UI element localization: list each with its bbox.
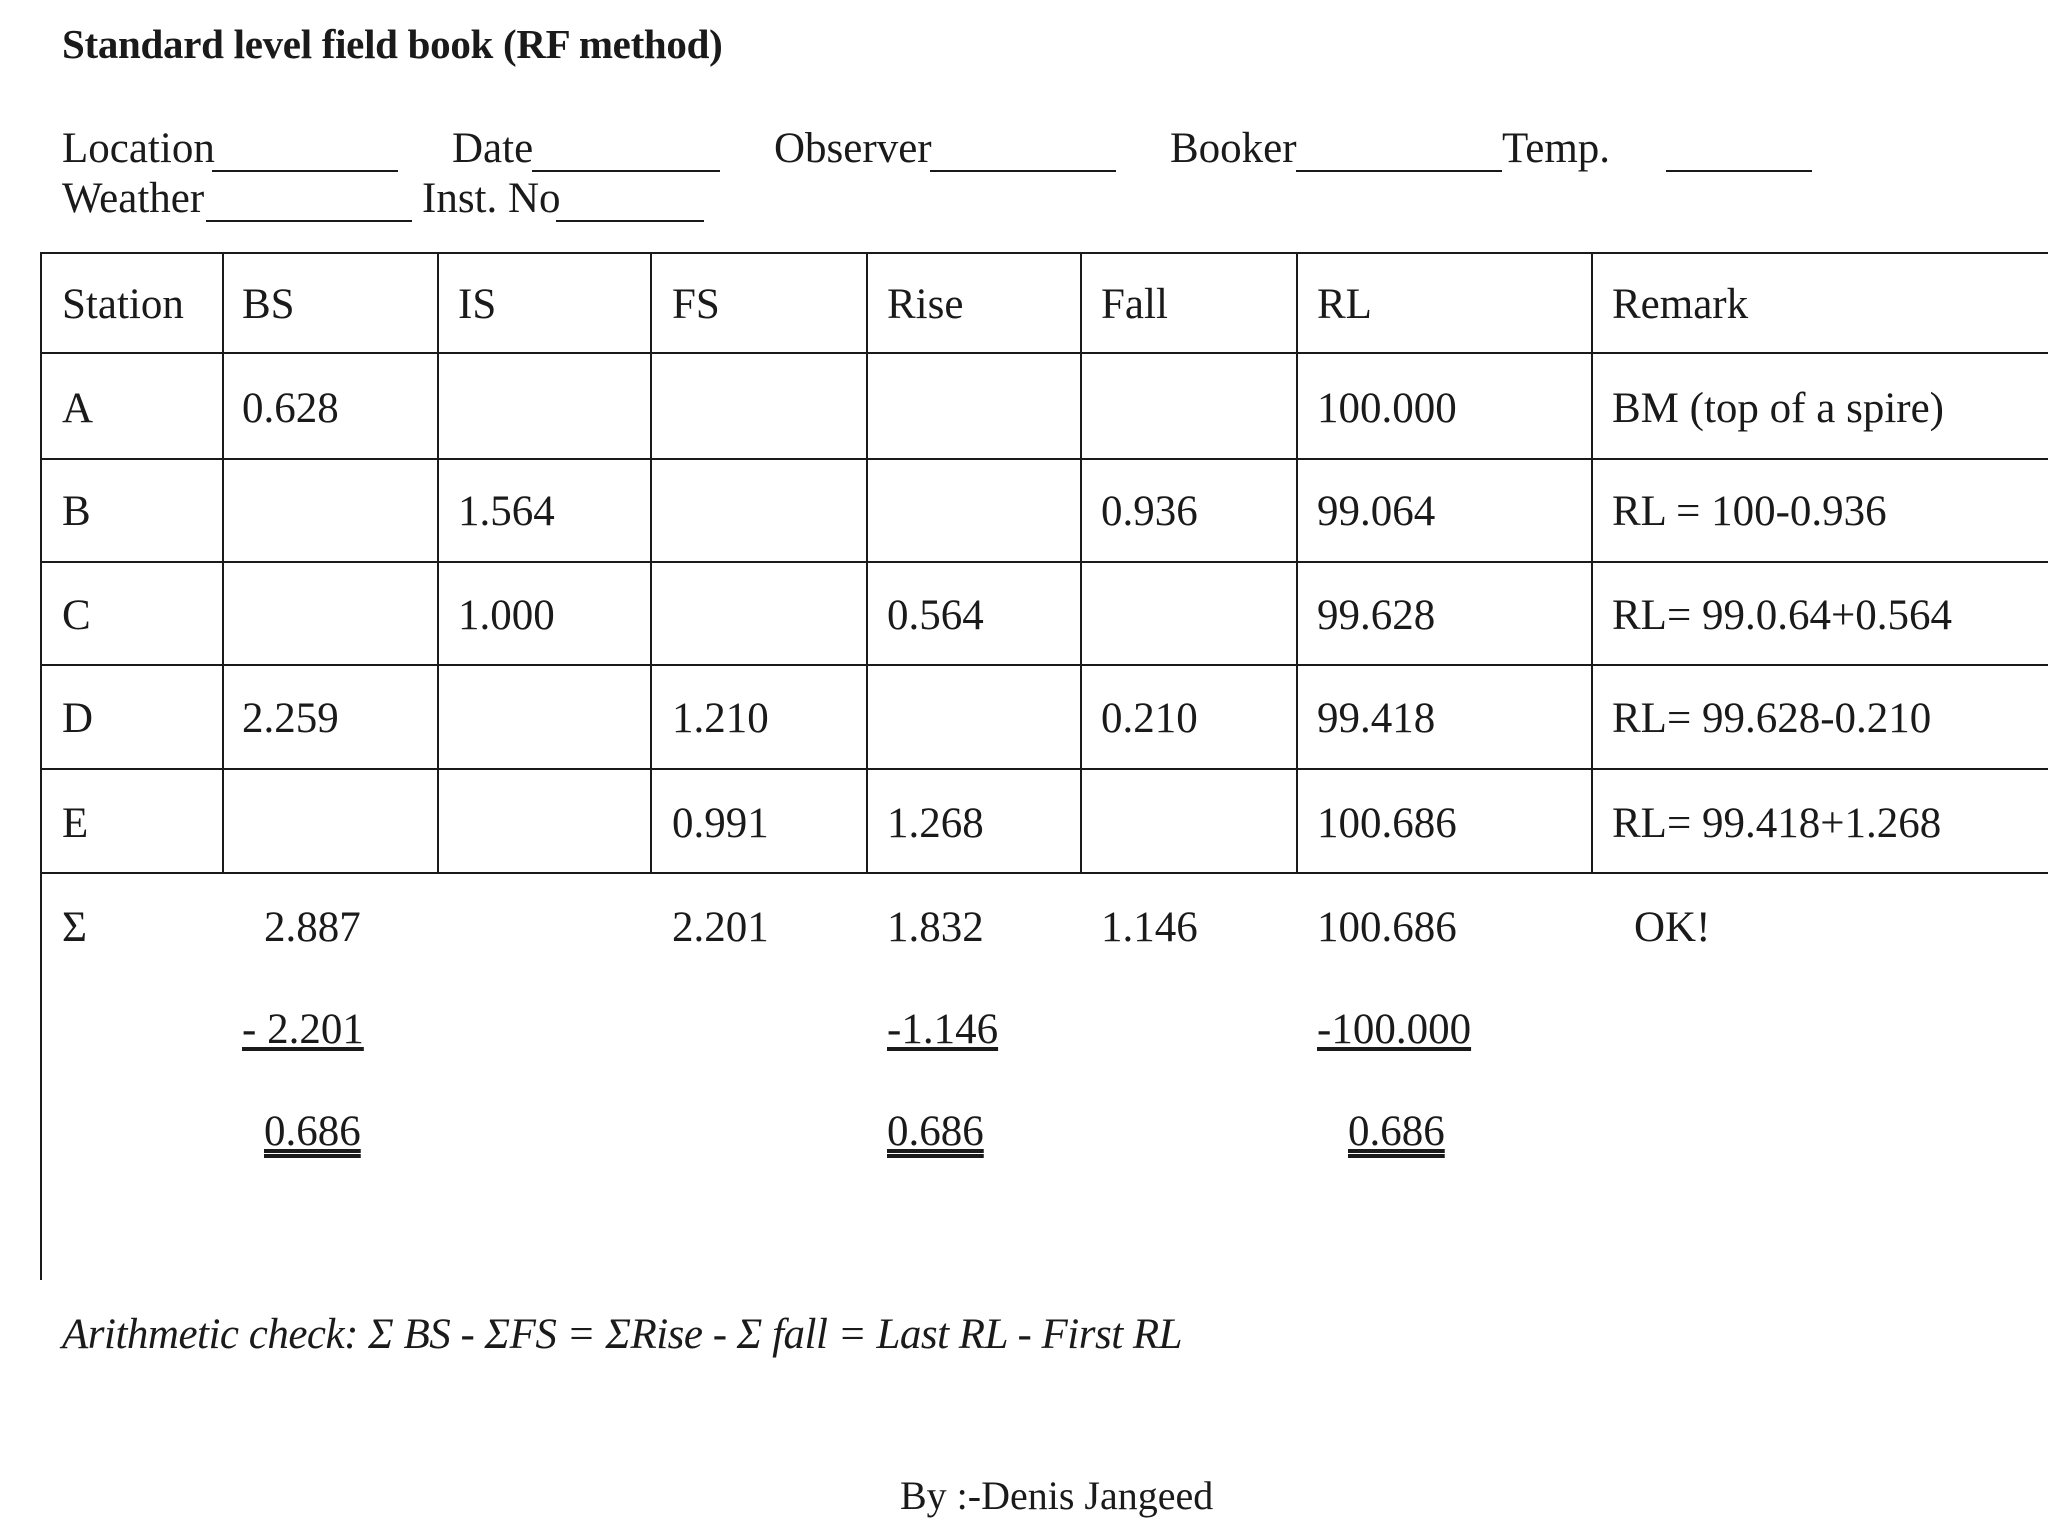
check-ok: OK!	[1634, 904, 1711, 951]
row-divider	[40, 352, 2048, 354]
column-header-fall: Fall	[1101, 281, 1168, 328]
observer-blank	[930, 170, 1116, 172]
bs-result: 0.686	[264, 1108, 361, 1155]
station-cell: D	[62, 695, 94, 742]
row-divider	[40, 561, 2048, 563]
booker-label: Booker	[1170, 125, 1297, 172]
station-cell: A	[62, 385, 94, 432]
column-header-rl: RL	[1317, 281, 1372, 328]
column-divider	[1080, 252, 1082, 874]
remark-cell: BM (top of a spire)	[1612, 385, 1944, 432]
fs-total: 2.201	[672, 904, 769, 951]
remark-cell: RL= 99.418+1.268	[1612, 800, 1942, 847]
rl-last: 100.686	[1317, 904, 1457, 951]
remark-cell: RL = 100-0.936	[1612, 488, 1887, 535]
document-title: Standard level field book (RF method)	[62, 21, 723, 67]
column-header-fs: FS	[672, 281, 720, 328]
is-cell: 1.564	[458, 488, 555, 535]
rl-cell: 99.064	[1317, 488, 1436, 535]
rl-cell: 99.418	[1317, 695, 1436, 742]
rise-cell: 0.564	[887, 592, 984, 639]
location-blank	[212, 170, 398, 172]
row-divider	[40, 664, 2048, 666]
column-header-station: Station	[62, 281, 184, 328]
location-label: Location	[62, 125, 215, 172]
date-blank	[532, 170, 720, 172]
column-divider	[866, 252, 868, 874]
temp-label: Temp.	[1502, 125, 1611, 172]
booker-blank	[1296, 170, 1502, 172]
fs-cell: 1.210	[672, 695, 769, 742]
rl-cell: 100.000	[1317, 385, 1457, 432]
station-cell: E	[62, 800, 89, 847]
date-label: Date	[452, 125, 534, 172]
rl-cell: 100.686	[1317, 800, 1457, 847]
rise-total: 1.832	[887, 904, 984, 951]
column-divider	[437, 252, 439, 874]
row-divider	[40, 872, 2048, 874]
rl-cell: 99.628	[1317, 592, 1436, 639]
rise-minus: -1.146	[887, 1006, 999, 1053]
column-divider	[1591, 252, 1593, 874]
inst-no-label: Inst. No	[422, 175, 561, 222]
column-header-is: IS	[458, 281, 497, 328]
bs-cell: 0.628	[242, 385, 339, 432]
row-divider	[40, 768, 2048, 770]
fall-cell: 0.936	[1101, 488, 1198, 535]
rl-result: 0.686	[1348, 1108, 1445, 1155]
arithmetic-check-formula: Arithmetic check: Σ BS - ΣFS = ΣRise - Σ fall = Last RL - First RL	[62, 1311, 1183, 1358]
column-divider	[222, 252, 224, 874]
is-cell: 1.000	[458, 592, 555, 639]
table-border-left	[40, 252, 42, 1280]
column-divider	[1296, 252, 1298, 874]
inst-no-blank	[556, 220, 704, 222]
weather-blank	[206, 220, 412, 222]
bs-cell: 2.259	[242, 695, 339, 742]
fall-total: 1.146	[1101, 904, 1198, 951]
rise-result: 0.686	[887, 1108, 984, 1155]
table-border-top	[40, 252, 2048, 254]
author-credit: By :-Denis Jangeed	[900, 1473, 1214, 1518]
row-divider	[40, 458, 2048, 460]
fall-cell: 0.210	[1101, 695, 1198, 742]
fs-cell: 0.991	[672, 800, 769, 847]
station-cell: B	[62, 488, 91, 535]
bs-total: 2.887	[264, 904, 361, 951]
column-header-remark: Remark	[1612, 281, 1749, 328]
observer-label: Observer	[774, 125, 932, 172]
column-header-bs: BS	[242, 281, 295, 328]
weather-label: Weather	[62, 175, 205, 222]
sigma-symbol: Σ	[62, 904, 88, 951]
remark-cell: RL= 99.628-0.210	[1612, 695, 1932, 742]
rise-cell: 1.268	[887, 800, 984, 847]
rl-minus: -100.000	[1317, 1006, 1472, 1053]
column-header-rise: Rise	[887, 281, 964, 328]
remark-cell: RL= 99.0.64+0.564	[1612, 592, 1952, 639]
station-cell: C	[62, 592, 91, 639]
temp-blank	[1666, 170, 1812, 172]
bs-minus: - 2.201	[242, 1006, 364, 1053]
column-divider	[650, 252, 652, 874]
